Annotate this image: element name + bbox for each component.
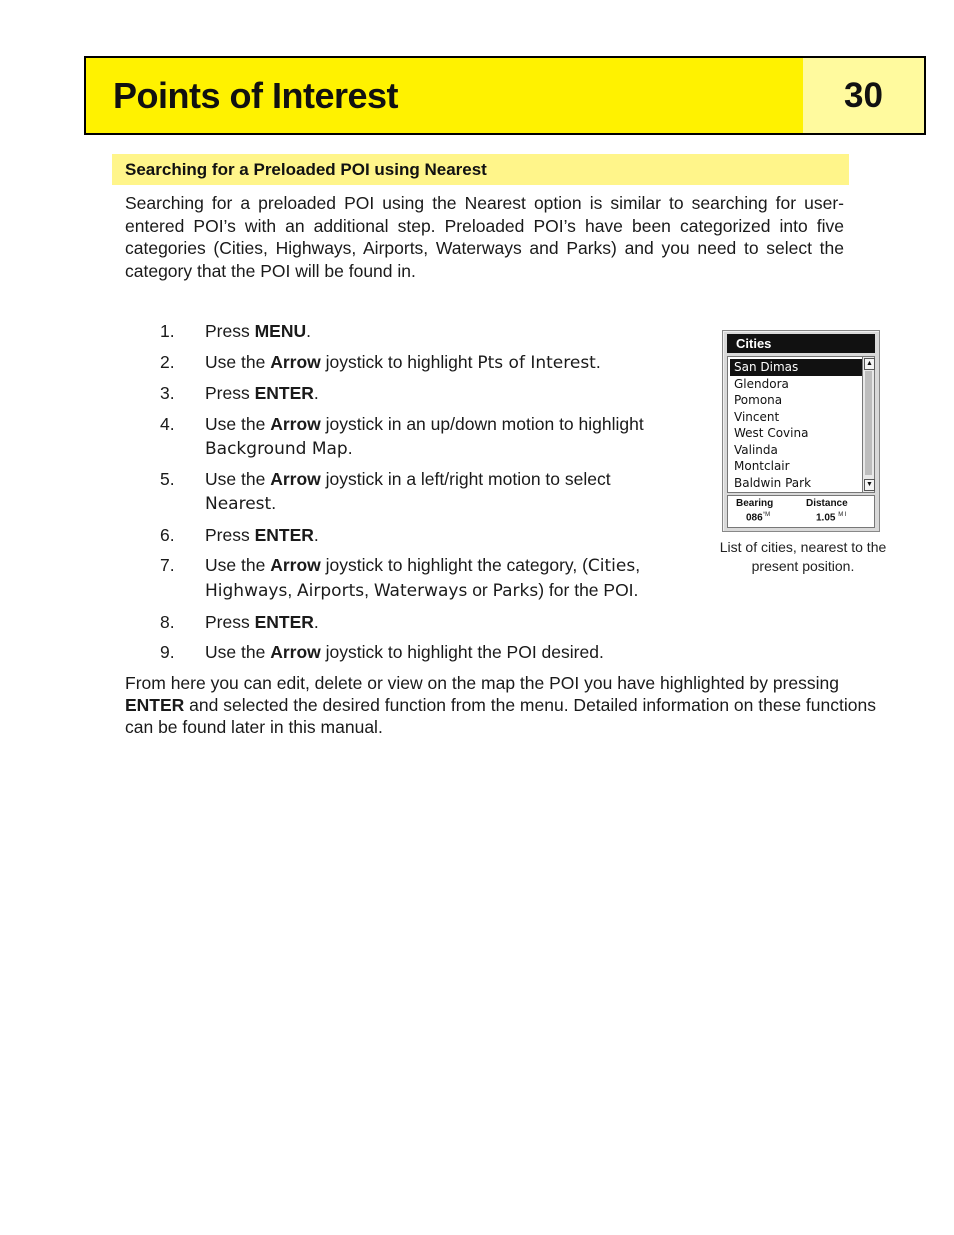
- device-screen-title: Cities: [727, 334, 875, 353]
- device-scrollbar: [862, 356, 875, 493]
- city-list: [727, 356, 865, 493]
- step-text: Use the Arrow joystick to highlight the POI desired.: [205, 642, 604, 662]
- scroll-up-icon: ▲: [864, 358, 875, 370]
- step-number: 5.: [160, 469, 175, 489]
- step-item: [125, 319, 685, 343]
- page-number: 30: [803, 58, 924, 133]
- step-item: [125, 523, 685, 547]
- city-list-item: Montclair: [734, 459, 790, 473]
- step-text: Press ENTER.: [205, 524, 319, 545]
- city-list-item: Valinda: [734, 442, 778, 457]
- step-item: [125, 640, 685, 664]
- page-header: [84, 56, 926, 135]
- step-item: [125, 467, 685, 516]
- step-text: Press ENTER.: [205, 611, 319, 632]
- step-number: 7.: [160, 555, 175, 575]
- distance-value: 1.05 $^{M I}$: [816, 512, 847, 524]
- city-list-item: Baldwin Park: [734, 475, 812, 490]
- city-list-item: Pomona: [734, 393, 783, 407]
- step-item: [125, 412, 685, 461]
- step-item: [125, 350, 685, 375]
- distance-label: Distance: [806, 498, 848, 509]
- intro-paragraph: Searching for a preloaded POI using the Nearest option is similar to searching for user-entered POI’s with an additional step. Preloaded POI’s have been categorized into five categories (Cities, Highways, Airports, Waterways and Parks) and you need to select the category that the POI will be found in.: [125, 193, 844, 282]
- step-text: Use the Arrow joystick in a left/right motion to select Nearest.: [205, 469, 611, 514]
- step-number: 9.: [160, 642, 175, 662]
- device-screen: [722, 330, 880, 532]
- device-footer: [727, 495, 875, 528]
- step-number: 4.: [160, 413, 175, 434]
- city-list-item: West Covina: [734, 426, 809, 440]
- step-text: Press MENU.: [205, 321, 312, 341]
- step-item: [125, 610, 685, 634]
- step-number: 1.: [160, 321, 175, 341]
- step-number: 6.: [160, 524, 175, 545]
- bearing-label: Bearing: [736, 498, 774, 509]
- step-item: [125, 381, 685, 405]
- city-list-item-selected: San Dimas: [730, 359, 862, 376]
- city-list-item: Vincent: [734, 409, 780, 424]
- section-heading: Searching for a Preloaded POI using Nearest: [112, 154, 849, 185]
- step-text: Use the Arrow joystick in an up/down motion to highlight Background Map.: [205, 413, 644, 459]
- bearing-value: $086^{^\circ M}$: [746, 512, 771, 524]
- step-number: 8.: [160, 611, 175, 632]
- step-text: Use the Arrow joystick to highlight Pts of Interest.: [205, 351, 601, 373]
- figure-caption: List of cities, nearest to the present position.: [719, 539, 887, 574]
- page-title: Points of Interest: [113, 74, 399, 116]
- scroll-thumb: [865, 371, 872, 475]
- step-text: Use the Arrow joystick to highlight the category, (Cities, Highways, Airports, Waterways or Parks) for the POI.: [205, 555, 641, 601]
- step-text: Press ENTER.: [205, 383, 319, 403]
- scroll-down-icon: ▼: [864, 479, 875, 491]
- steps-list: [125, 319, 685, 671]
- step-item: [125, 553, 685, 603]
- city-list-item: Glendora: [734, 376, 789, 391]
- step-number: 3.: [160, 383, 175, 403]
- outro-paragraph: From here you can edit, delete or view on the map the POI you have highlighted by pressing ENTER and selected the desired function from the menu. Detailed information on these functions can be found later in this manual.: [125, 673, 876, 737]
- step-number: 2.: [160, 351, 175, 372]
